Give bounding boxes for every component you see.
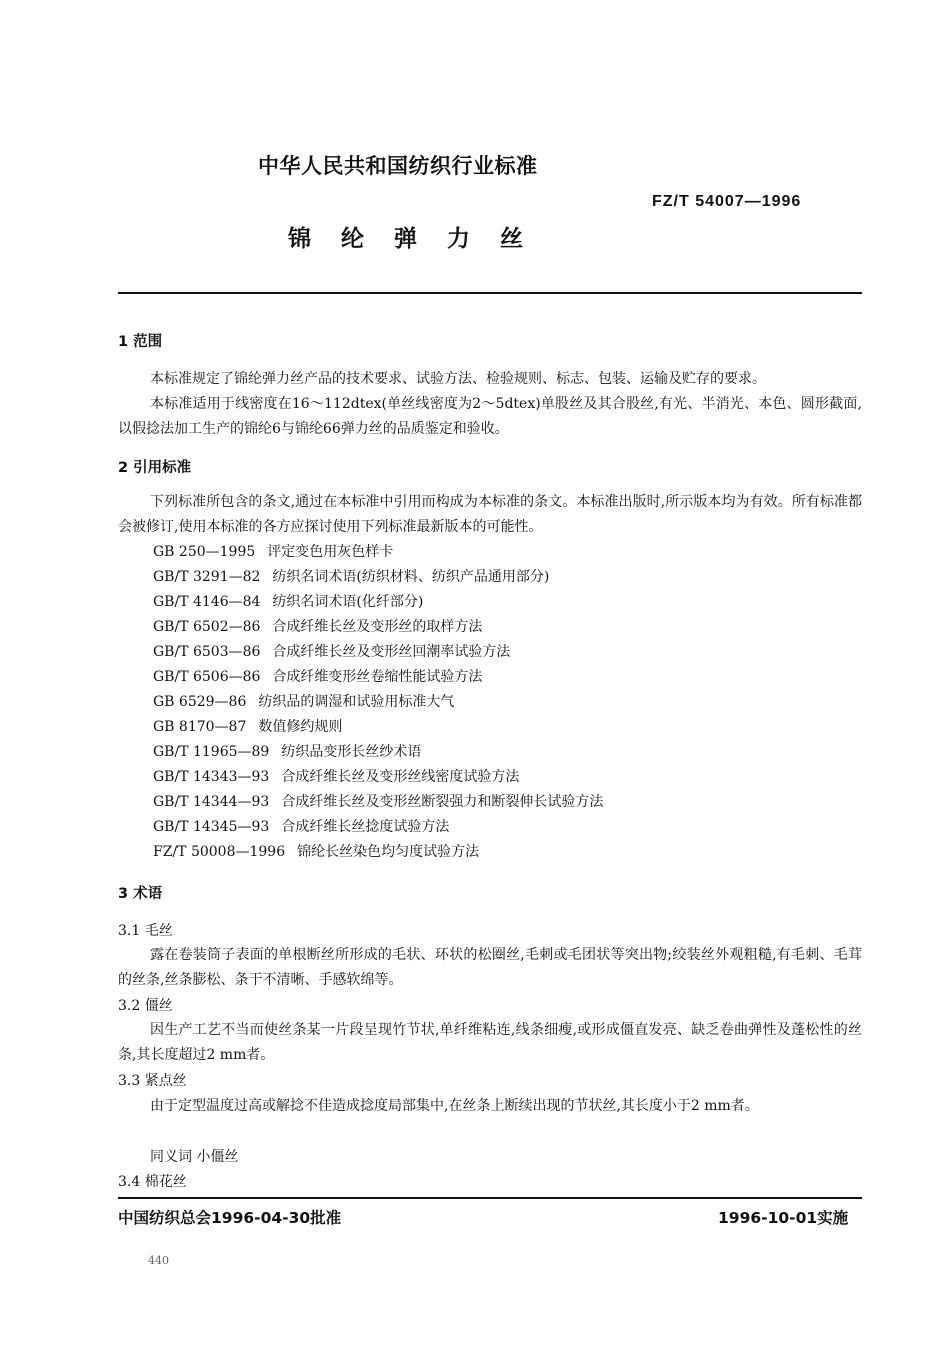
standard-number: FZ/T 54007—1996 [652, 193, 802, 210]
term-3-3-synonym: 同义词 小僵丝 [150, 1149, 239, 1165]
page-number: 440 [148, 1254, 169, 1267]
reference-item: GB/T 11965—89 纺织品变形长丝纱术语 [153, 744, 422, 760]
scope-paragraph-2: 本标准适用于线密度在16～112dtex(单丝线密度为2～5dtex)单股丝及其合股丝,有光、半消光、本色、圆形截面,以假捻法加工生产的锦纶6与锦纶66弹力丝的品质鉴定和验收。 [118, 396, 862, 437]
references-intro: 下列标准所包含的条文,通过在本标准中引用而构成为本标准的条文。本标准出版时,所示版本均为有效。所有标准都会被修订,使用本标准的各方应探讨使用下列标准最新版本的可能性。 [118, 494, 862, 535]
reference-item: GB/T 6503—86 合成纤维长丝及变形丝回潮率试验方法 [153, 644, 511, 660]
reference-item: GB 8170—87 数值修约规则 [153, 719, 343, 735]
section-1-heading: 1 范围 [118, 334, 163, 350]
org-title: 中华人民共和国纺织行业标准 [258, 154, 538, 178]
term-3-1-definition: 露在卷装筒子表面的单根断丝所形成的毛状、环状的松圈丝,毛刺或毛团状等突出物;绞装丝外观粗糙,有毛刺、毛茸的丝条,丝条膨松、条干不清晰、手感软绵等。 [118, 947, 862, 988]
reference-item: FZ/T 50008—1996 锦纶长丝染色均匀度试验方法 [153, 844, 480, 860]
reference-item: GB/T 3291—82 纺织名词术语(纺织材料、纺织产品通用部分) [153, 569, 550, 585]
term-3-1-heading: 3.1 毛丝 [118, 923, 173, 939]
reference-item: GB 6529—86 纺织品的调湿和试验用标准大气 [153, 694, 455, 710]
reference-list [153, 540, 603, 865]
term-3-3-definition: 由于定型温度过高或解捻不佳造成捻度局部集中,在丝条上断续出现的节状丝,其长度小于2 mm者。 [150, 1098, 759, 1114]
term-3-2-heading: 3.2 僵丝 [118, 998, 173, 1014]
reference-item: GB/T 14345—93 合成纤维长丝捻度试验方法 [153, 819, 450, 835]
section-3-heading: 3 术语 [118, 886, 163, 902]
approval-date: 中国纺织总会1996-04-30批准 [118, 1209, 342, 1227]
section-2-heading: 2 引用标准 [118, 460, 192, 476]
term-3-3-heading: 3.3 紧点丝 [118, 1073, 187, 1089]
document-title: 锦纶弹力丝 [288, 226, 553, 252]
footer-divider [118, 1197, 862, 1199]
implementation-date: 1996-10-01实施 [718, 1209, 849, 1227]
scope-paragraph-1: 本标准规定了锦纶弹力丝产品的技术要求、试验方法、检验规则、标志、包装、运输及贮存的要求。 [150, 371, 766, 387]
reference-item: GB/T 6502—86 合成纤维长丝及变形丝的取样方法 [153, 619, 483, 635]
term-3-4-heading: 3.4 棉花丝 [118, 1174, 187, 1190]
reference-item: GB/T 4146—84 纺织名词术语(化纤部分) [153, 594, 424, 610]
reference-item: GB/T 6506—86 合成纤维变形丝卷缩性能试验方法 [153, 669, 483, 685]
reference-item: GB 250—1995 评定变色用灰色样卡 [153, 544, 394, 560]
header-divider [118, 292, 862, 294]
term-3-2-definition: 因生产工艺不当而使丝条某一片段呈现竹节状,单纤维粘连,线条细瘦,或形成僵直发亮、缺乏卷曲弹性及蓬松性的丝条,其长度超过2 mm者。 [118, 1022, 862, 1063]
reference-item: GB/T 14344—93 合成纤维长丝及变形丝断裂强力和断裂伸长试验方法 [153, 794, 604, 810]
reference-item: GB/T 14343—93 合成纤维长丝及变形丝线密度试验方法 [153, 769, 520, 785]
